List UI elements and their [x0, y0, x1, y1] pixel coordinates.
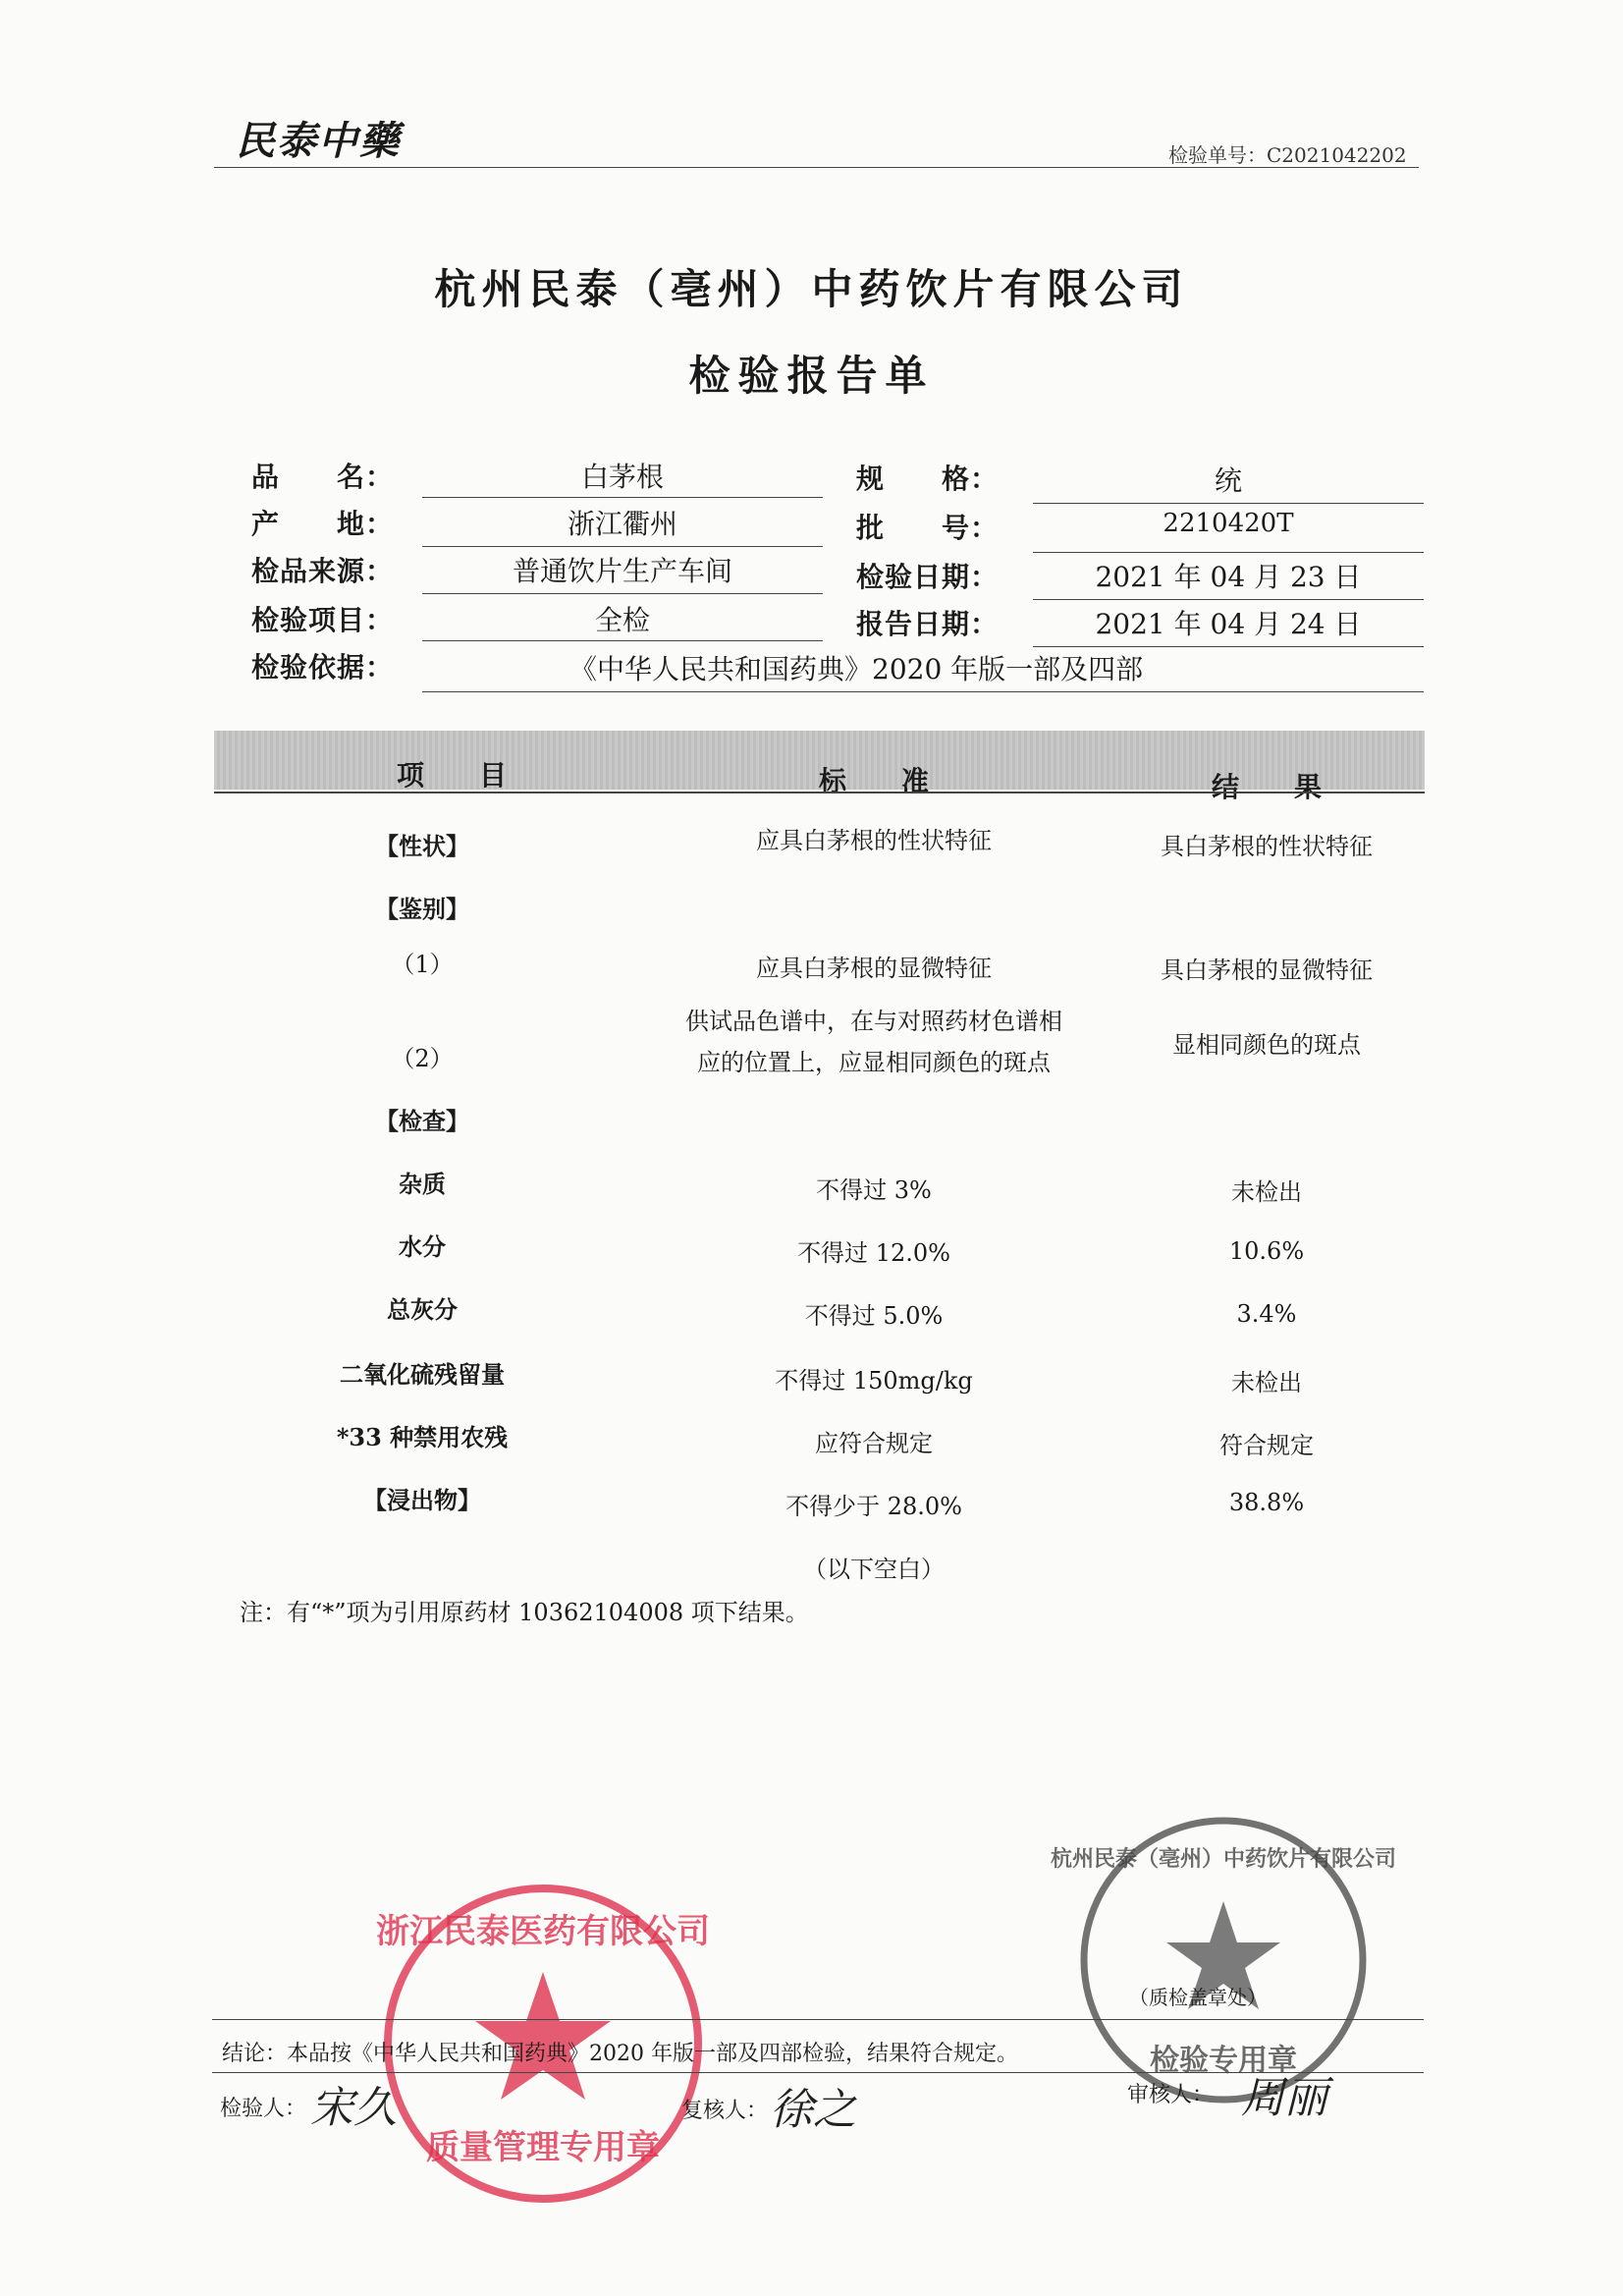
basis-label: 检验依据： — [251, 651, 395, 683]
conclusion: 结论：本品按《中华人民共和国药典》2020 年版一部及四部检验，结果符合规定。 — [222, 2042, 1018, 2066]
spec-label: 规 格： — [856, 463, 1000, 495]
company-logo: 民泰中藥 — [236, 118, 401, 164]
reviewer-label: 复核人： — [681, 2099, 769, 2123]
row-standard: 不得少于 28.0% — [785, 1493, 962, 1520]
footnote: 注：有“*”项为引用原药材 10362104008 项下结果。 — [240, 1599, 809, 1626]
stamp-area-label: （质检盖章处） — [1129, 1986, 1267, 2009]
inspector-signature: 宋久 — [310, 2083, 397, 2133]
row-label: 水分 — [399, 1232, 446, 1261]
row-label: （1） — [391, 951, 454, 978]
row-result: 具白茅根的性状特征 — [1161, 833, 1373, 860]
conclusion-top-rule — [212, 2019, 1424, 2020]
red-seal-subtext: 质量管理专用章 — [426, 2128, 660, 2167]
row-standard: 不得过 3% — [816, 1176, 932, 1204]
spec-value: 统 — [1214, 465, 1242, 497]
test-date-value: 2021 年 04 月 23 日 — [1095, 561, 1362, 593]
blank-below-note: （以下空白） — [803, 1556, 945, 1583]
item-underline — [422, 640, 823, 641]
table-header-rule — [214, 792, 1425, 793]
row-label: 总灰分 — [387, 1295, 458, 1324]
row-result: 10.6% — [1228, 1237, 1305, 1265]
row-label: 二氧化硫残留量 — [340, 1360, 505, 1389]
row-standard: 应符合规定 — [815, 1430, 933, 1457]
header-divider — [214, 167, 1419, 168]
report-date-label: 报告日期： — [856, 608, 1000, 640]
approver-signature: 周丽 — [1241, 2073, 1327, 2123]
red-seal-text: 浙江民泰医药有限公司 — [376, 1912, 710, 1951]
inspector-label: 检验人： — [220, 2097, 307, 2121]
row-standard: 应具白茅根的显微特征 — [756, 955, 992, 982]
column-header-item: 项 目 — [396, 759, 507, 792]
column-header-result: 结 果 — [1211, 771, 1322, 803]
row-label: 杂质 — [399, 1170, 446, 1198]
company-name: 杭州民泰（亳州）中药饮片有限公司 — [434, 265, 1189, 313]
batch-label: 批 号： — [856, 512, 1000, 544]
row-result: 38.8% — [1228, 1489, 1305, 1516]
row-result: 具白茅根的显微特征 — [1161, 957, 1373, 984]
test-date-label: 检验日期： — [856, 561, 1000, 593]
row-result: 未检出 — [1231, 1178, 1302, 1206]
row-label: 【浸出物】 — [363, 1486, 481, 1514]
gray-seal-text: 杭州民泰（亳州）中药饮片有限公司 — [1050, 1846, 1397, 1872]
row-standard: 不得过 150mg/kg — [775, 1367, 973, 1394]
row-label: 【检查】 — [375, 1107, 469, 1135]
origin-value: 浙江衢州 — [567, 508, 677, 540]
source-underline — [422, 593, 823, 594]
row-result: 符合规定 — [1219, 1432, 1314, 1459]
spec-underline — [1033, 503, 1424, 504]
product-label: 品 名： — [251, 461, 395, 493]
row-standard: 供试品色谱中，在与对照药材色谱相 — [685, 1008, 1062, 1035]
row-label: *33 种禁用农残 — [336, 1423, 509, 1451]
source-value: 普通饮片生产车间 — [512, 555, 732, 587]
approver-label: 审核人： — [1127, 2083, 1215, 2107]
row-result: 未检出 — [1231, 1369, 1302, 1396]
row-result: 显相同颜色的斑点 — [1172, 1031, 1361, 1059]
document-number: 检验单号：C2021042202 — [1168, 143, 1407, 167]
product-underline — [422, 497, 823, 498]
column-header-standard: 标 准 — [818, 765, 929, 797]
gray-seal-subtext: 检验专用章 — [1150, 2044, 1297, 2078]
report-title: 检验报告单 — [688, 352, 935, 400]
product-value: 白茅根 — [580, 461, 664, 493]
origin-underline — [422, 546, 823, 547]
batch-value: 2210420T — [1163, 509, 1294, 538]
reviewer-signature: 徐之 — [770, 2085, 856, 2135]
item-value: 全检 — [594, 604, 650, 636]
basis-underline — [422, 691, 1424, 692]
row-standard: 不得过 12.0% — [797, 1239, 950, 1267]
origin-label: 产 地： — [251, 508, 395, 540]
row-standard: 不得过 5.0% — [804, 1302, 944, 1330]
source-label: 检品来源： — [251, 555, 395, 587]
test-date-underline — [1033, 599, 1424, 600]
batch-underline — [1033, 552, 1424, 553]
row-label: 【鉴别】 — [375, 895, 469, 923]
row-standard: 应具白茅根的性状特征 — [756, 827, 992, 854]
row-label: （2） — [391, 1045, 454, 1072]
row-standard-continued: 应的位置上，应显相同颜色的斑点 — [697, 1049, 1051, 1076]
row-label: 【性状】 — [375, 832, 469, 860]
report-date-underline — [1033, 646, 1424, 647]
item-label: 检验项目： — [251, 604, 395, 636]
row-result: 3.4% — [1236, 1300, 1297, 1328]
report-date-value: 2021 年 04 月 24 日 — [1095, 608, 1362, 640]
basis-value: 《中华人民共和国药典》2020 年版一部及四部 — [569, 653, 1144, 685]
